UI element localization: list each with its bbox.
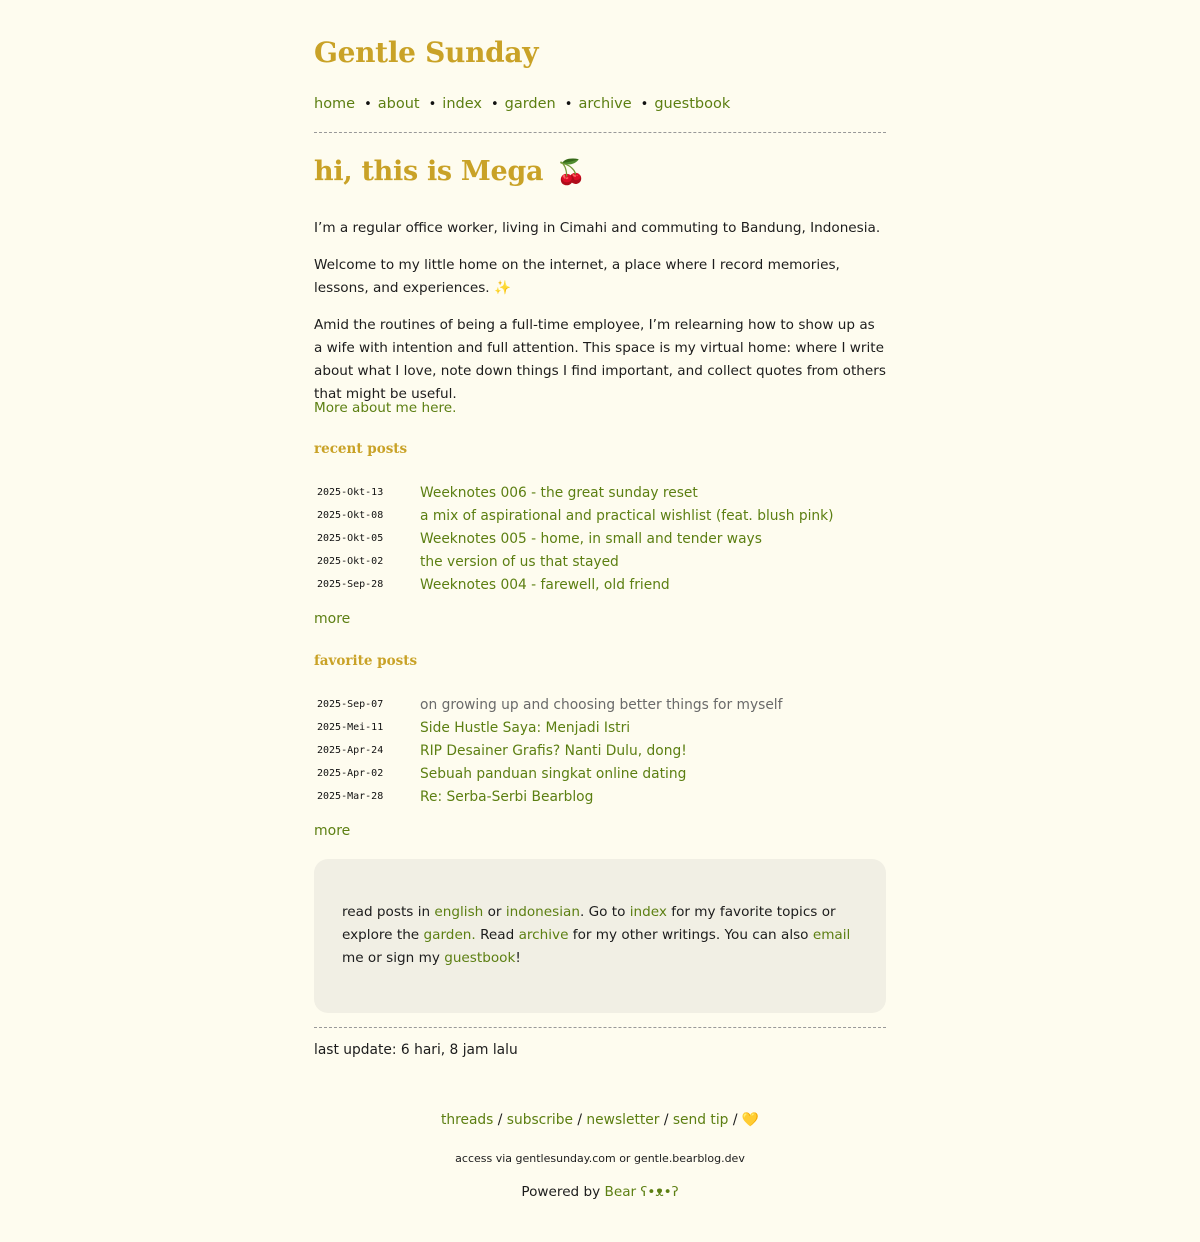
list-item bbox=[314, 550, 886, 573]
nav-index[interactable]: index bbox=[442, 96, 482, 112]
main-nav bbox=[314, 96, 730, 112]
site-title[interactable]: Gentle Sunday bbox=[314, 36, 539, 69]
info-text: or bbox=[483, 904, 506, 920]
post-link[interactable]: Re: Serba-Serbi Bearblog bbox=[420, 788, 594, 805]
footer-divider bbox=[314, 1027, 886, 1028]
list-item bbox=[314, 785, 886, 808]
info-text: for my other writings. You can also bbox=[568, 927, 813, 943]
yellow-heart-icon: 💛 bbox=[741, 1112, 760, 1128]
post-date: 2025-Okt-13 bbox=[317, 487, 384, 498]
footer-separator: / bbox=[728, 1112, 742, 1128]
nav-guestbook[interactable]: guestbook bbox=[654, 96, 731, 112]
list-item bbox=[314, 739, 886, 762]
post-link[interactable]: a mix of aspirational and practical wishlist (feat. blush pink) bbox=[420, 507, 834, 524]
last-update-text: last update: 6 hari, 8 jam lalu bbox=[314, 1042, 518, 1058]
indonesian-link[interactable]: indonesian bbox=[505, 904, 580, 920]
recent-posts-list bbox=[314, 481, 886, 596]
sparkles-icon: ✨ bbox=[493, 280, 511, 296]
post-date: 2025-Sep-07 bbox=[317, 699, 384, 710]
footer-powered-by bbox=[0, 1184, 1200, 1200]
list-item bbox=[314, 527, 886, 550]
post-date: 2025-Mar-28 bbox=[317, 791, 384, 802]
info-text: for my favorite topics or explore the bbox=[342, 904, 836, 943]
post-date: 2025-Okt-05 bbox=[317, 533, 384, 544]
post-date: 2025-Mei-11 bbox=[317, 722, 384, 733]
post-link[interactable]: Weeknotes 004 - farewell, old friend bbox=[420, 576, 670, 593]
more-about-paragraph bbox=[314, 397, 886, 420]
post-date: 2025-Apr-02 bbox=[317, 768, 384, 779]
list-item bbox=[314, 481, 886, 504]
footer-separator: / bbox=[659, 1112, 673, 1128]
post-date: 2025-Okt-08 bbox=[317, 510, 384, 521]
email-link[interactable]: email bbox=[812, 927, 851, 943]
nav-separator: • bbox=[428, 97, 437, 112]
intro-paragraph-2 bbox=[314, 254, 886, 300]
footer-links bbox=[0, 1112, 1200, 1128]
post-link[interactable]: Weeknotes 005 - home, in small and tender ways bbox=[420, 530, 762, 547]
post-date: 2025-Sep-28 bbox=[317, 579, 384, 590]
favorite-posts-title: favorite posts bbox=[314, 653, 418, 669]
footer-separator: / bbox=[493, 1112, 507, 1128]
recent-posts-title: recent posts bbox=[314, 441, 408, 457]
hero-heading-text: hi, this is Mega bbox=[314, 156, 544, 187]
post-link[interactable]: Weeknotes 006 - the great sunday reset bbox=[420, 484, 698, 501]
post-link[interactable]: the version of us that stayed bbox=[420, 553, 619, 570]
nav-separator: • bbox=[364, 97, 372, 112]
intro-paragraph-1: I’m a regular office worker, living in Cimahi and commuting to Bandung, Indonesia. bbox=[314, 220, 881, 236]
index-link[interactable]: index bbox=[629, 904, 667, 920]
post-link[interactable]: Side Hustle Saya: Menjadi Istri bbox=[420, 719, 631, 736]
info-text: me or sign my bbox=[342, 950, 445, 966]
post-date: 2025-Okt-02 bbox=[317, 556, 384, 567]
info-text: read posts in bbox=[342, 904, 435, 920]
info-text: ! bbox=[515, 950, 521, 966]
post-link[interactable]: Sebuah panduan singkat online dating bbox=[420, 765, 687, 782]
post-link[interactable]: RIP Desainer Grafis? Nanti Dulu, dong! bbox=[420, 742, 687, 759]
nav-separator: • bbox=[640, 97, 649, 112]
guestbook-link[interactable]: guestbook bbox=[444, 950, 516, 966]
list-item bbox=[314, 573, 886, 596]
intro-paragraph-2-text: Welcome to my little home on the internet, a place where I record memories, lessons, and experiences. bbox=[314, 257, 840, 296]
garden-link[interactable]: garden. bbox=[423, 927, 476, 943]
favorite-posts-list bbox=[314, 693, 886, 808]
nav-separator: • bbox=[564, 97, 573, 112]
send-tip-link[interactable]: send tip bbox=[672, 1112, 729, 1128]
subscribe-link[interactable]: subscribe bbox=[506, 1112, 573, 1128]
powered-by-text: Powered by bbox=[521, 1184, 605, 1200]
footer-access-text: access via gentlesunday.com or gentle.bearblog.dev bbox=[455, 1152, 745, 1165]
nav-archive[interactable]: archive bbox=[578, 96, 632, 112]
nav-separator: • bbox=[490, 97, 499, 112]
more-about-link[interactable]: More about me here. bbox=[314, 400, 457, 416]
header-divider bbox=[314, 132, 886, 133]
recent-more-link[interactable]: more bbox=[314, 611, 351, 627]
info-text: Read bbox=[475, 927, 519, 943]
footer-separator: / bbox=[573, 1112, 587, 1128]
favorite-more-link[interactable]: more bbox=[314, 823, 351, 839]
archive-link[interactable]: archive bbox=[518, 927, 569, 943]
info-box-text bbox=[342, 901, 858, 970]
post-date: 2025-Apr-24 bbox=[317, 745, 384, 756]
threads-link[interactable]: threads bbox=[440, 1112, 494, 1128]
nav-garden[interactable]: garden bbox=[504, 96, 556, 112]
newsletter-link[interactable]: newsletter bbox=[586, 1112, 660, 1128]
bear-link[interactable]: Bear ʕ•ᴥ•ʔ bbox=[604, 1184, 679, 1200]
list-item bbox=[314, 504, 886, 527]
nav-about[interactable]: about bbox=[377, 96, 420, 112]
hero-heading bbox=[314, 156, 586, 187]
post-link[interactable]: on growing up and choosing better things for myself bbox=[420, 696, 783, 713]
list-item bbox=[314, 716, 886, 739]
intro-paragraph-3: Amid the routines of being a full-time employee, I’m relearning how to show up as a wife with intention and full attention. This space is my virtual home: where I write about what I love, note down things I find important, and collect quotes from others that might be useful. bbox=[314, 317, 886, 402]
info-box bbox=[314, 859, 886, 1013]
cherry-icon: 🍒 bbox=[556, 157, 586, 186]
list-item bbox=[314, 693, 886, 716]
list-item bbox=[314, 762, 886, 785]
nav-home[interactable]: home bbox=[314, 96, 356, 112]
english-link[interactable]: english bbox=[434, 904, 484, 920]
info-text: . Go to bbox=[579, 904, 630, 920]
